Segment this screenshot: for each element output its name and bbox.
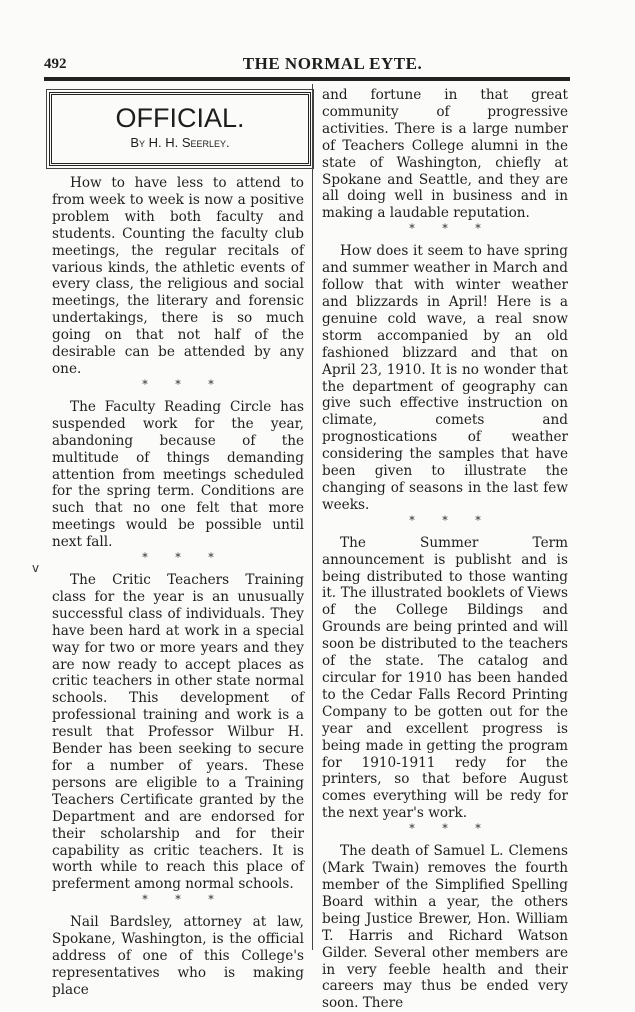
column-divider [312, 84, 313, 950]
running-title: THE NORMAL EYTE. [242, 54, 423, 73]
header-rule [44, 77, 570, 81]
left-column [52, 175, 304, 999]
section-separator: * * * [409, 513, 493, 527]
section-separator: * * * [142, 893, 226, 907]
section-separator: * * * [142, 377, 226, 391]
paragraph-mark-twain: The death of Samuel L. Clemens (Mark Twain) removes the fourth member of the Simplified Spelling Board within a year, the others being Justice Brewer, Hon. William T. Harris and Richard Watson Gilder. Several other members are in very feeble health and their careers may thus be ended very soon. There [322, 843, 568, 1012]
paragraph-summer-term: The Summer Term announcement is publisht and is being distributed to those wanting it. The illustrated booklets of Views of the College Bildings and Grounds are being printed and will soon be distributed to the teachers of the state. The catalog and circular for 1910 has been handed to the Cedar Falls Record Printing Company to be gotten out for the year and excellent progress is being made in getting the program for 1910-1911 redy for the printers, so that before August comes everything will be redy for the next year's work. [322, 534, 568, 822]
handwritten-margin-mark: v [32, 561, 40, 575]
paragraph-weather: How does it seem to have spring and summer weather in March and follow that with winter weather and blizzards in April! Here is a genuine cold wave, a real snow storm accompanied by an old fashioned blizzard and that on April 23, 1910. It is no wonder that the department of geography can give such effective instruction on climate, comets and prognostications of weather considering the samples that have been given to illustrate the changing of seasons in the last few weeks. [322, 243, 568, 513]
paragraph-faculty-reading-circle: The Faculty Reading Circle has suspended work for the year, abandoning because of the multitude of things demanding attention from meetings scheduled for the spring term. Conditions are such that no one felt that more meetings would be possible until next fall. [52, 398, 304, 551]
article-title-box [49, 92, 311, 166]
section-separator: * * * [142, 551, 226, 565]
paragraph-continuation: and fortune in that great community of progressive activities. There is a large number of Teachers College alumni in the state of Washington, chiefly at Spokane and Seattle, and they are all doing well in business and in making a laudable reputation. [322, 87, 568, 222]
right-column [322, 87, 568, 1012]
paragraph-critic-teachers: The Critic Teachers Training class for the year is an unusually successful class of individuals. They have been hard at work in a special way for two or more years and they are now ready to accept places as critic teachers in other state normal schools. This development of professional training and work is a result that Professor Wilbur H. Bender has been seeking to secure for a number of years. These persons are eligible to a Training Teachers Certificate granted by the Department and are endorsed for their scholarship and for their capability as critic teachers. It is worth while to reach this place of preferment among normal schools. [52, 572, 304, 893]
paragraph-nail-bardsley: Nail Bardsley, attorney at law, Spokane, Washington, is the official address of one of this College's representatives who is making place [52, 914, 304, 998]
paragraph-schedule-load: How to have less to attend to from week to week is now a positive problem with both faculty and students. Counting the faculty club meetings, the regular recitals of various kinds, the athletic events of every class, the religious and social meetings, the literary and forensic undertakings, there is so much going on that not half of the desirable can be attended by any one. [52, 175, 304, 377]
page-number: 492 [44, 56, 67, 72]
section-separator: * * * [409, 822, 493, 836]
article-title: OFFICIAL. [115, 103, 245, 133]
section-separator: * * * [409, 222, 493, 236]
article-byline: By H. H. Seerley. [130, 135, 230, 150]
